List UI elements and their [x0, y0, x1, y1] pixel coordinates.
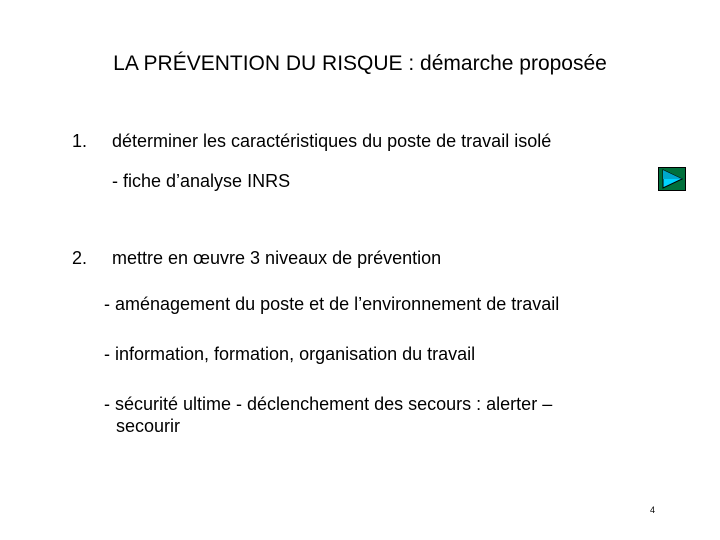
sub-item-fiche-analyse: - fiche d’analyse INRS [112, 171, 291, 191]
next-slide-button[interactable] [658, 167, 686, 191]
list-item-number: 2. [72, 248, 88, 268]
sub-item-securite-continued: secourir [116, 416, 181, 436]
play-triangle-icon [659, 168, 685, 190]
list-item-text: mettre en œuvre 3 niveaux de prévention [112, 248, 442, 268]
list-item-1 [72, 131, 551, 152]
page-number: 4 [650, 505, 656, 515]
list-item-2 [72, 248, 441, 269]
list-item-number: 1. [72, 131, 88, 151]
sub-item-information: - information, formation, organisation du travail [104, 344, 476, 364]
sub-item-amenagement: - aménagement du poste et de l’environnement de travail [104, 294, 560, 314]
sub-item-securite: - sécurité ultime - déclenchement des secours : alerter – [104, 394, 553, 414]
slide-title: LA PRÉVENTION DU RISQUE : démarche proposée [113, 52, 607, 75]
list-item-text: déterminer les caractéristiques du poste de travail isolé [112, 131, 552, 151]
